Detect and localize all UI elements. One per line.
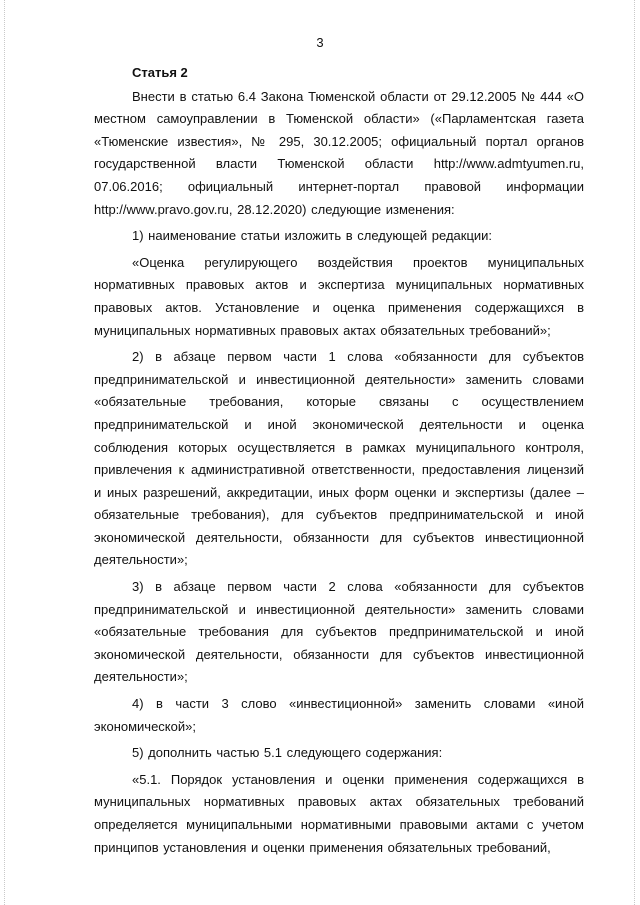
left-scan-edge <box>4 0 6 905</box>
paragraph-item-4: 4) в части 3 слово «инвестиционной» заменить словами «иной экономической»; <box>94 696 584 734</box>
paragraph-item-2: 2) в абзаце первом части 1 слова «обязанности для субъектов предпринимательской и инвестиционной деятельности» заменить словами «обязательные требования, которые связаны с осуществлением предпринимательской и иной экономической деятельности и оценка соблюдения которых осуществляется в рамках муниципального контроля, привлечения к административной ответственности, предоставления лицензий и иных разрешений, аккредитации, иных форм оценки и экспертизы (далее – обязательные требования), для субъектов предпринимательской и иной экономической деятельности, обязанности для субъектов инвестиционной деятельности»; <box>94 349 584 568</box>
paragraph-new-title: «Оценка регулирующего воздействия проектов муниципальных нормативных правовых актов и экспертиза муниципальных нормативных правовых актов. Установление и оценка применения содержащихся в муниципальных нормативных правовых актах обязательных требований»; <box>94 254 584 338</box>
right-scan-edge <box>634 0 636 905</box>
paragraph-item-1: 1) наименование статьи изложить в следующей редакции: <box>132 228 493 244</box>
document-body <box>94 62 584 863</box>
paragraph-part-5-1: «5.1. Порядок установления и оценки применения содержащихся в муниципальных нормативных правовых актах обязательных требований определяется муниципальными нормативными правовыми актами с учетом принципов установления и оценки применения обязательных требований, <box>94 771 584 855</box>
paragraph-item-3: 3) в абзаце первом части 2 слова «обязанности для субъектов предпринимательской и инвестиционной деятельности» заменить словами «обязательные требования для субъектов предпринимательской и иной экономической деятельности, обязанности для субъектов инвестиционной деятельности»; <box>94 579 584 685</box>
page-number: 3 <box>316 35 324 50</box>
paragraph-intro: Внести в статью 6.4 Закона Тюменской области от 29.12.2005 № 444 «О местном самоуправлении в Тюменской области» («Парламентская газета «Тюменские известия», № 295, 30.12.2005; официальный портал органов государственной власти Тюменской области http://www.admtyumen.ru, 07.06.2016; официальный интернет-портал правовой информации http://www.pravo.gov.ru, 28.12.2020) следующие изменения: <box>94 88 584 217</box>
paragraph-item-5: 5) дополнить частью 5.1 следующего содержания: <box>132 745 443 761</box>
article-title: Статья 2 <box>132 65 188 80</box>
